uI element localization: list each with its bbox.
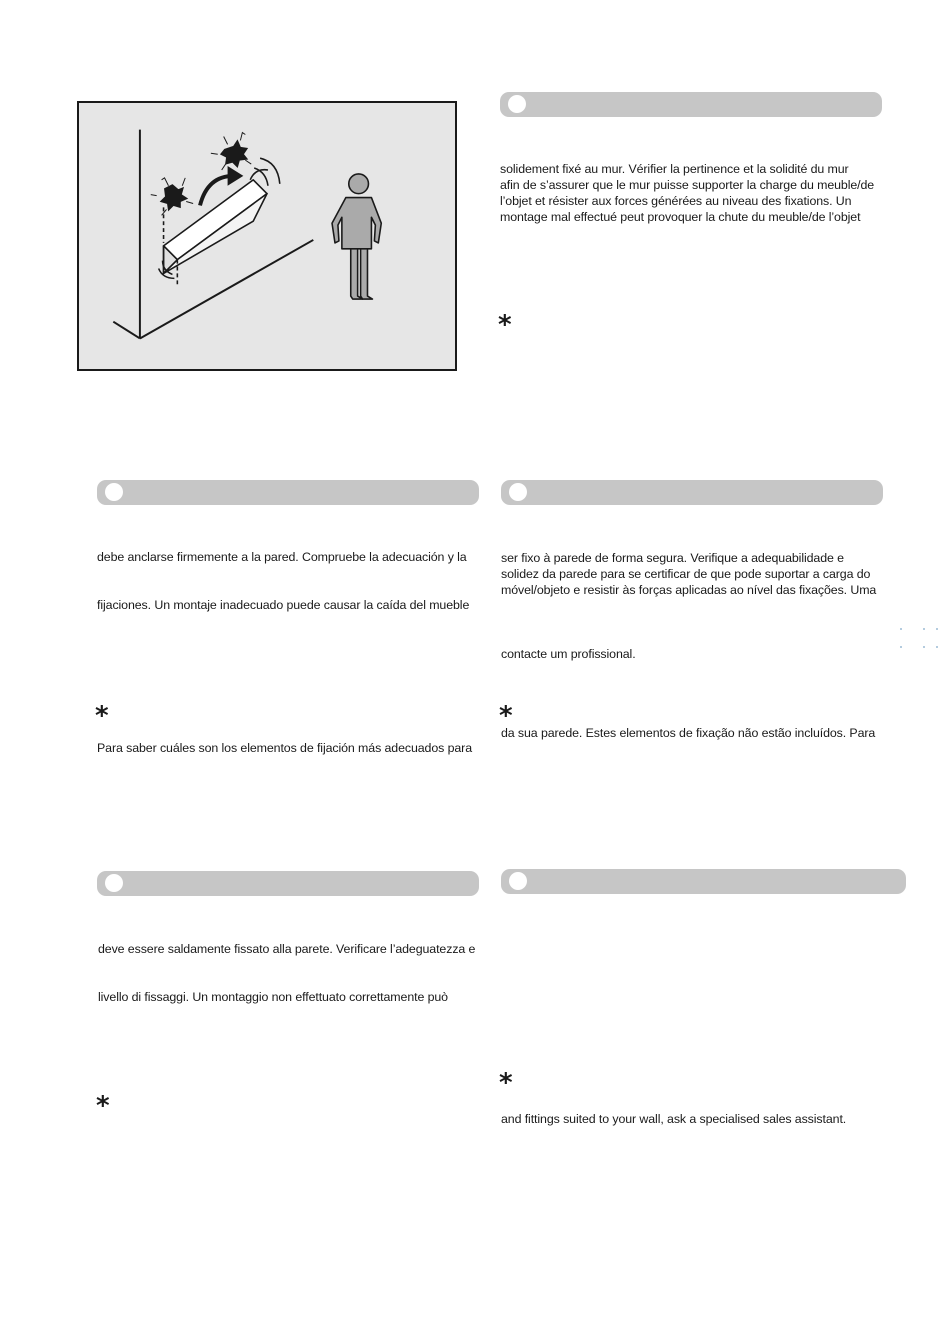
section-header-it [97, 871, 479, 896]
bullet-icon [509, 872, 527, 890]
fr-line-2: afin de s’assurer que le mur puisse supporter la charge du meuble/de [500, 178, 875, 192]
person-icon [332, 174, 381, 299]
section-header-en [501, 869, 906, 894]
fr-line-1: solidement fixé au mur. Vérifier la pertinence et la solidité du mur [500, 162, 849, 176]
asterisk-icon: * [498, 310, 512, 340]
es-line-3: Para saber cuáles son los elementos de fijación más adecuados para [97, 741, 472, 755]
bullet-icon [105, 483, 123, 501]
fr-line-3: l’objet et résister aux forces générées au niveau des fixations. Un [500, 194, 852, 208]
asterisk-icon: * [499, 701, 513, 731]
bullet-icon [105, 874, 123, 892]
es-line-2: fijaciones. Un montaje inadecuado puede causar la caída del mueble [97, 598, 470, 612]
decorative-dots [897, 624, 947, 654]
pt-line-1: ser fixo à parede de forma segura. Verifique a adequabilidade e [501, 551, 844, 565]
it-line-2: livello di fissaggi. Un montaggio non effettuato correttamente può [98, 990, 448, 1004]
it-line-1: deve essere saldamente fissato alla parete. Verificare l’adeguatezza e [98, 942, 476, 956]
asterisk-icon: * [96, 1091, 110, 1121]
en-line-1: and fittings suited to your wall, ask a specialised sales assistant. [501, 1112, 847, 1126]
pt-line-3: móvel/objeto e resistir às forças aplicadas ao nível das fixações. Uma [501, 583, 877, 597]
wall-mounting-illustration [77, 101, 457, 371]
bullet-icon [508, 95, 526, 113]
section-header-fr [500, 92, 882, 117]
asterisk-icon: * [95, 701, 109, 731]
bullet-icon [509, 483, 527, 501]
section-header-es [97, 480, 479, 505]
es-line-1: debe anclarse firmemente a la pared. Compruebe la adecuación y la [97, 550, 467, 564]
pt-line-4: contacte um profissional. [501, 647, 636, 661]
floor-icon [113, 240, 313, 339]
fr-line-4: montage mal effectué peut provoquer la chute du meuble/de l’objet [500, 210, 861, 224]
pt-line-5: da sua parede. Estes elementos de fixação não estão incluídos. Para [501, 726, 876, 740]
section-header-pt [501, 480, 883, 505]
pt-line-2: solidez da parede para se certificar de que pode suportar a carga do [501, 567, 871, 581]
asterisk-icon: * [499, 1068, 513, 1098]
